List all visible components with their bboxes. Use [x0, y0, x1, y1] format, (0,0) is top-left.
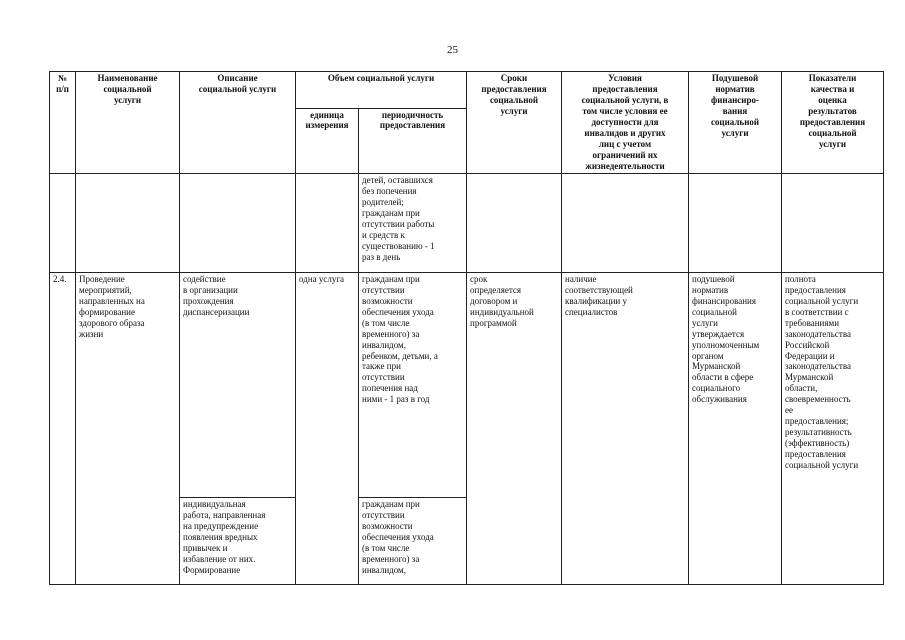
service-conditions-cell: наличие соответствующей квалификации у специалистов: [562, 272, 689, 497]
service-quality-cell: полнота предоставления социальной услуги в соответствии с требованиями законодательства Российской Федерации и законодательства Мурманской области, своевременность ее предоставления; результативность (эффективность) предоставления социальной услуги: [782, 272, 884, 497]
header-periodicity: периодичность предоставления: [359, 108, 467, 173]
table-cell: [467, 497, 562, 584]
table-cell: [782, 173, 884, 272]
services-table: [49, 71, 884, 585]
continuation-periodicity-cell: детей, оставшихся без попечения родителей; гражданам при отсутствии работы и средств к существованию - 1 раз в день: [359, 173, 467, 272]
header-service-volume: Объем социальной услуги: [296, 72, 467, 109]
table-cell: [562, 173, 689, 272]
header-service-name: Наименование социальной услуги: [76, 72, 180, 174]
header-number: № п/п: [50, 72, 76, 174]
service-number-cell: 2.4.: [50, 272, 76, 584]
service-periodicity-cell-2: гражданам при отсутствии возможности обеспечения ухода (в том числе временного) за инвалидом,: [359, 497, 467, 584]
service-row-2-4: [50, 272, 884, 497]
service-name-cell: Проведение мероприятий, направленных на формирование здорового образа жизни: [76, 272, 180, 584]
table-cell: [296, 173, 359, 272]
service-periodicity-cell-1: гражданам при отсутствии возможности обеспечения ухода (в том числе временного) за инвалидом, ребенком, детьми, а также при отсутствии попечения над ними - 1 раз в год: [359, 272, 467, 497]
header-service-terms: Сроки предоставления социальной услуги: [467, 72, 562, 174]
header-row-1: [50, 72, 884, 109]
header-financing-norm: Подушевой норматив финансиро- вания социальной услуги: [689, 72, 782, 174]
table-cell: [689, 497, 782, 584]
header-service-conditions: Условия предоставления социальной услуги, в том числе условия ее доступности для инвалидов и других лиц с учетом ограничений их жизнедеятельности: [562, 72, 689, 174]
service-terms-cell: срок определяется договором и индивидуальной программой: [467, 272, 562, 497]
table-cell: [76, 173, 180, 272]
table-cell: [180, 173, 296, 272]
table-cell: [689, 173, 782, 272]
service-description-cell-1: содействие в организации прохождения диспансеризации: [180, 272, 296, 497]
table-cell: [50, 173, 76, 272]
header-service-description: Описание социальной услуги: [180, 72, 296, 174]
page-number: 25: [447, 44, 458, 56]
service-financing-norm-cell: подушевой норматив финансирования социальной услуги утверждается уполномоченным органом Мурманской области в сфере социального обслуживания: [689, 272, 782, 497]
table-cell: [782, 497, 884, 584]
service-unit-cell: одна услуга: [296, 272, 359, 584]
header-quality-indicators: Показатели качества и оценка результатов предоставления социальной услуги: [782, 72, 884, 174]
header-unit: единица измерения: [296, 108, 359, 173]
continuation-row: [50, 173, 884, 272]
table-cell: [562, 497, 689, 584]
table-cell: [467, 173, 562, 272]
service-description-cell-2: индивидуальная работа, направленная на предупреждение появления вредных привычек и избавление от них. Формирование: [180, 497, 296, 584]
